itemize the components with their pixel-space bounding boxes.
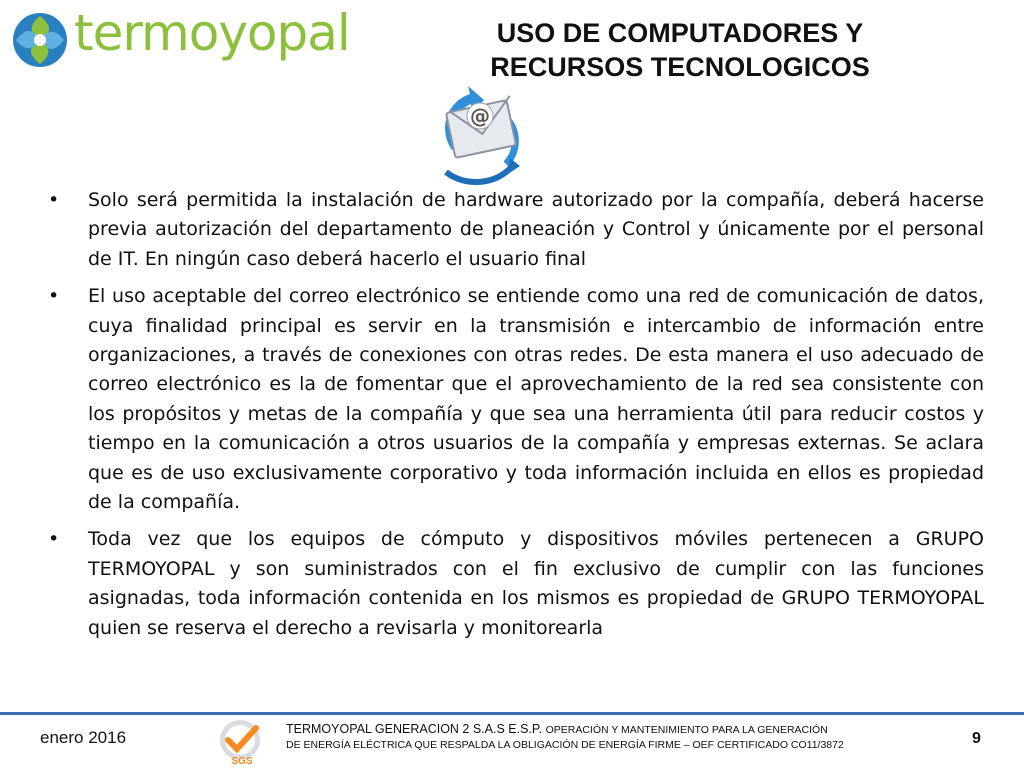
title-line-2: RECURSOS TECNOLOGICOS [490, 52, 870, 82]
bullet-item-email [48, 282, 984, 517]
termoyopal-logo-icon [10, 10, 70, 70]
footer-line1: OPERACIÓN Y MANTENIMIENTO PARA LA GENERACIÓN [545, 724, 828, 736]
bullet-text: Solo será permitida la instalación de hardware autorizado por la compañía, deberá hacerse previa autorización del departamento de planeación y Control y únicamente por el personal de IT. En ningún caso deberá hacerlo el usuario final [88, 189, 984, 270]
bullet-icon: • [48, 528, 60, 551]
footer-line2: DE ENERGÍA ELÉCTRICA QUE RESPALDA LA OBLIGACIÓN DE ENERGÍA FIRME – OEF CERTIFICADO CO11/3872 [286, 739, 844, 751]
svg-text:@: @ [470, 104, 490, 128]
bullet-icon: • [48, 189, 60, 211]
termoyopal-logo [10, 4, 370, 72]
page-number: 9 [972, 730, 981, 747]
sgs-label: SGS [231, 756, 253, 766]
bullet-text: Toda vez que los equipos de cómputo y dispositivos móviles pertenecen a GRUPO TERMOYOPAL y son suministrados con el fin exclusivo de cumplir con las funciones asignadas, toda información contenida en los mismos es propiedad de GRUPO TERMOYOPAL quien se reserva el derecho a revisarla y monitorearla [88, 528, 984, 639]
footer-divider [0, 712, 1024, 715]
footer-legal-text [286, 722, 926, 753]
footer-date: enero 2016 [40, 728, 127, 747]
email-envelope-icon [436, 80, 526, 190]
bullet-list [48, 186, 984, 651]
bullet-item-equipment [48, 525, 984, 643]
bullet-icon: • [48, 285, 60, 308]
bullet-item-hardware [48, 186, 984, 274]
footer-company: TERMOYOPAL GENERACION 2 S.A.S E.S.P. [286, 722, 543, 736]
bullet-text: El uso aceptable del correo electrónico se entiende como una red de comunicación de datos, cuya finalidad principal es servir en la transmisión e intercambio de información entre organizaciones, a través de conexiones con otras redes. De esta manera el uso adecuado de correo electrónico es la de fomentar que el aprovechamiento de la red sea consistente con los propósitos y metas de la compañía y que sea una herramienta útil para reducir costos y tiempo en la comunicación a otros usuarios de la compañía y empresas externas. Se aclara que es de uso exclusivamente corporativo y toda información incluida en ellos es propiedad de la compañía. [88, 285, 984, 514]
title-line-1: USO DE COMPUTADORES Y [496, 18, 864, 48]
sgs-certification-icon [212, 716, 278, 766]
page-title [430, 16, 930, 84]
logo-wordmark: termoyopal [74, 4, 350, 62]
